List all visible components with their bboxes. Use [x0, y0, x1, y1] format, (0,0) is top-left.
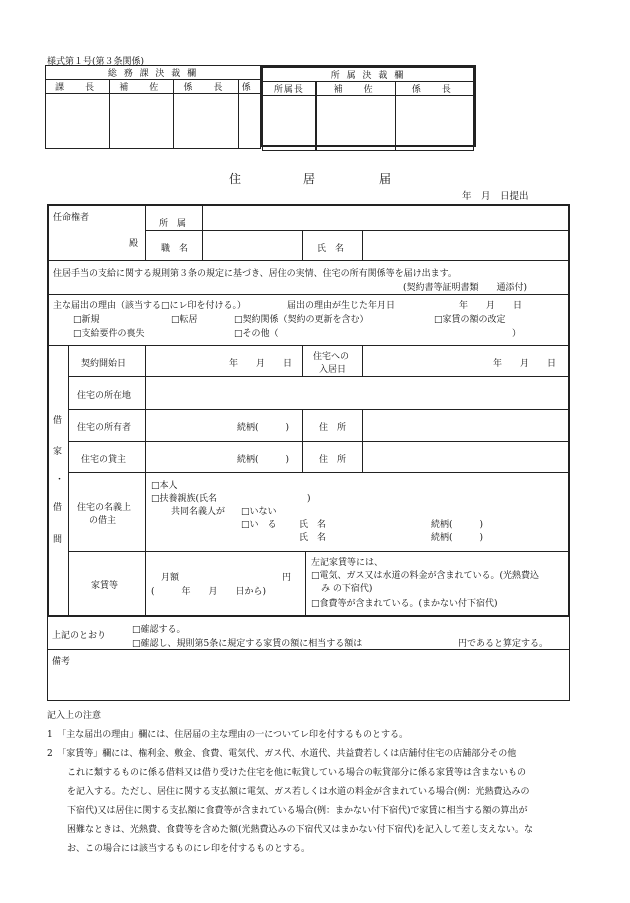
option-other-close: ） — [512, 329, 522, 339]
remarks-label: 備考 — [52, 657, 71, 667]
affiliation-approval-table — [262, 67, 474, 151]
role-section-chief: 課 長 — [46, 80, 110, 94]
nominal-self[interactable]: □本人 — [151, 481, 178, 491]
title-char: 届 — [379, 172, 392, 186]
confirm-option-2-end: 円であると算定する。 — [458, 639, 549, 649]
nominal-label-1: 住宅の名義上 — [77, 503, 132, 513]
name-label: 氏 名 — [317, 244, 345, 254]
move-in-date: 年 月 日 — [493, 359, 557, 369]
general-affairs-approval-table — [45, 65, 261, 149]
landlord-address-label: 住 所 — [319, 455, 347, 465]
co-nominee-none[interactable]: □いない — [241, 507, 277, 517]
co-relation: 続柄( ) — [431, 533, 484, 543]
seal-box[interactable] — [174, 94, 238, 149]
title-char: 住 — [229, 172, 242, 186]
rent-note-utility-2: み の下宿代) — [321, 584, 373, 594]
note-2-cont: お、この場合には該当するものにレ印を付するものとする。 — [67, 844, 311, 854]
owner-label: 住宅の所有者 — [77, 423, 132, 433]
main-form — [47, 204, 570, 617]
monthly-label: 月額 — [161, 573, 180, 583]
owner-relation: 続柄( ) — [237, 423, 290, 433]
option-new[interactable]: □新規 — [73, 315, 100, 325]
option-rent-revision[interactable]: □家賃の額の改定 — [434, 315, 506, 325]
confirm-label: 上記のとおり — [52, 631, 107, 641]
seal-box[interactable] — [395, 96, 473, 151]
form-number: 様式第１号(第３条関係) — [47, 57, 145, 67]
note-2-cont: を記入する。ただし、居住に関する支払額に電気、ガス若しくは水道の料金が含まれている場合(例：光熱費込みの — [67, 787, 530, 797]
note-2-cont: 困難なときは、光熱費、食費等を含めた額(光熱費込みの下宿代又はまかない付下宿代)を記入して差し支えない。な — [67, 825, 534, 835]
title-char: 居 — [303, 172, 316, 186]
appointer-label: 任命権者 — [53, 213, 90, 223]
option-other[interactable]: □その他（ — [234, 329, 279, 339]
note-2-cont: これに類するものに係る借料又は借り受けた住宅を他に転貸している場合の転貸部分に係る家賃等は含まないもの — [67, 768, 527, 778]
reason-date-value: 年 月 日 — [459, 301, 523, 311]
confirm-option-1[interactable]: □確認する。 — [132, 625, 186, 635]
notes-section — [47, 707, 577, 859]
rent-note-title: 左記家賃等には、 — [311, 558, 384, 568]
contract-start-date: 年 月 日 — [229, 359, 293, 369]
role-subsection-chief: 係 長 — [174, 80, 238, 94]
option-loss[interactable]: □支給要件の喪失 — [73, 329, 145, 339]
side-label-char: 借 — [53, 416, 63, 426]
seal-box[interactable] — [238, 94, 260, 149]
dono-label: 殿 — [129, 239, 139, 249]
general-approval-title: 総 務 課 決 裁 欄 — [46, 66, 261, 80]
submission-date: 年 月 日提出 — [462, 191, 529, 202]
confirm-remarks-block — [47, 617, 570, 701]
yen-unit: 円 — [282, 573, 292, 583]
nominal-label-2: の借主 — [89, 516, 117, 526]
contract-start-label: 契約開始日 — [81, 359, 127, 369]
side-label-char: ・ — [55, 475, 65, 485]
seal-box[interactable] — [317, 96, 395, 151]
option-contract[interactable]: □契約関係（契約の更新を含む） — [234, 315, 369, 325]
co-nominee-exists[interactable]: □い る — [241, 520, 277, 530]
note-2: 2 「家賃等」欄には、権利金、敷金、食費、電気代、ガス代、水道代、共益費若しくは店舗付住宅の店舗部分その他 — [47, 749, 517, 759]
move-in-label-2: 入居日 — [319, 365, 347, 375]
notes-title: 記入上の注意 — [47, 711, 102, 721]
role-staff: 係 — [238, 80, 260, 94]
move-in-label-1: 住宅への — [313, 352, 350, 362]
note-1: 1 「主な届出の理由」欄には、住居届の主な理由の一についてレ印を付するものとする。 — [47, 730, 409, 740]
seal-box[interactable] — [263, 96, 316, 151]
side-label-char: 家 — [53, 447, 63, 457]
landlord-label: 住宅の貸主 — [81, 455, 127, 465]
owner-address-label: 住 所 — [319, 423, 347, 433]
affiliation-label: 所 属 — [159, 219, 187, 229]
co-nominee-label: 共同名義人が — [171, 507, 226, 517]
affiliation-approval-title: 所 属 決 裁 欄 — [263, 68, 474, 82]
rent-note-utility[interactable]: □電気、ガス又は水道の料金が含まれている。(光熱費込 — [311, 571, 540, 581]
confirm-option-2[interactable]: □確認し、規則第5条に規定する家賃の額に相当する額は — [132, 639, 363, 649]
reason-label: 主な届出の理由（該当する□にレ印を付ける。） — [53, 301, 247, 311]
seal-box[interactable] — [46, 94, 110, 149]
attachment-text: (契約書等証明書類 通添付) — [403, 283, 528, 293]
nominal-dependent[interactable]: □扶養親族(氏名 ) — [151, 494, 311, 504]
seal-box[interactable] — [110, 94, 174, 149]
co-name-label: 氏 名 — [299, 533, 327, 543]
reason-date-label: 届出の理由が生じた年月日 — [287, 301, 396, 311]
rent-label: 家賃等 — [91, 581, 119, 591]
co-relation: 続柄( ) — [431, 520, 484, 530]
rent-note-meal[interactable]: □食費等が含まれている。(まかない付下宿代) — [311, 599, 498, 609]
from-date: ( 年 月 日から) — [151, 587, 267, 597]
note-2-cont: 下宿代)又は居住に関する支払額に食費等が含まれている場合(例：まかない付下宿代)で家賃に相当する額の算出が — [67, 806, 528, 816]
role-subsection-chief: 係 長 — [395, 82, 473, 96]
role-head: 所属長 — [263, 82, 316, 96]
declaration-text: 住居手当の支給に関する規則第３条の規定に基づき、居住の実情、住宅の所有関係等を届け出ます。 — [53, 269, 457, 279]
side-label-char: 借 — [53, 503, 63, 513]
role-deputy: 補 佐 — [317, 82, 395, 96]
location-label: 住宅の所在地 — [77, 391, 132, 401]
role-deputy: 補 佐 — [110, 80, 174, 94]
co-name-label: 氏 名 — [299, 520, 327, 530]
option-transfer[interactable]: □転居 — [171, 315, 198, 325]
side-label-char: 間 — [53, 535, 63, 545]
landlord-relation: 続柄( ) — [237, 455, 290, 465]
affiliation-field[interactable] — [213, 213, 563, 227]
position-label: 職 名 — [161, 244, 189, 254]
